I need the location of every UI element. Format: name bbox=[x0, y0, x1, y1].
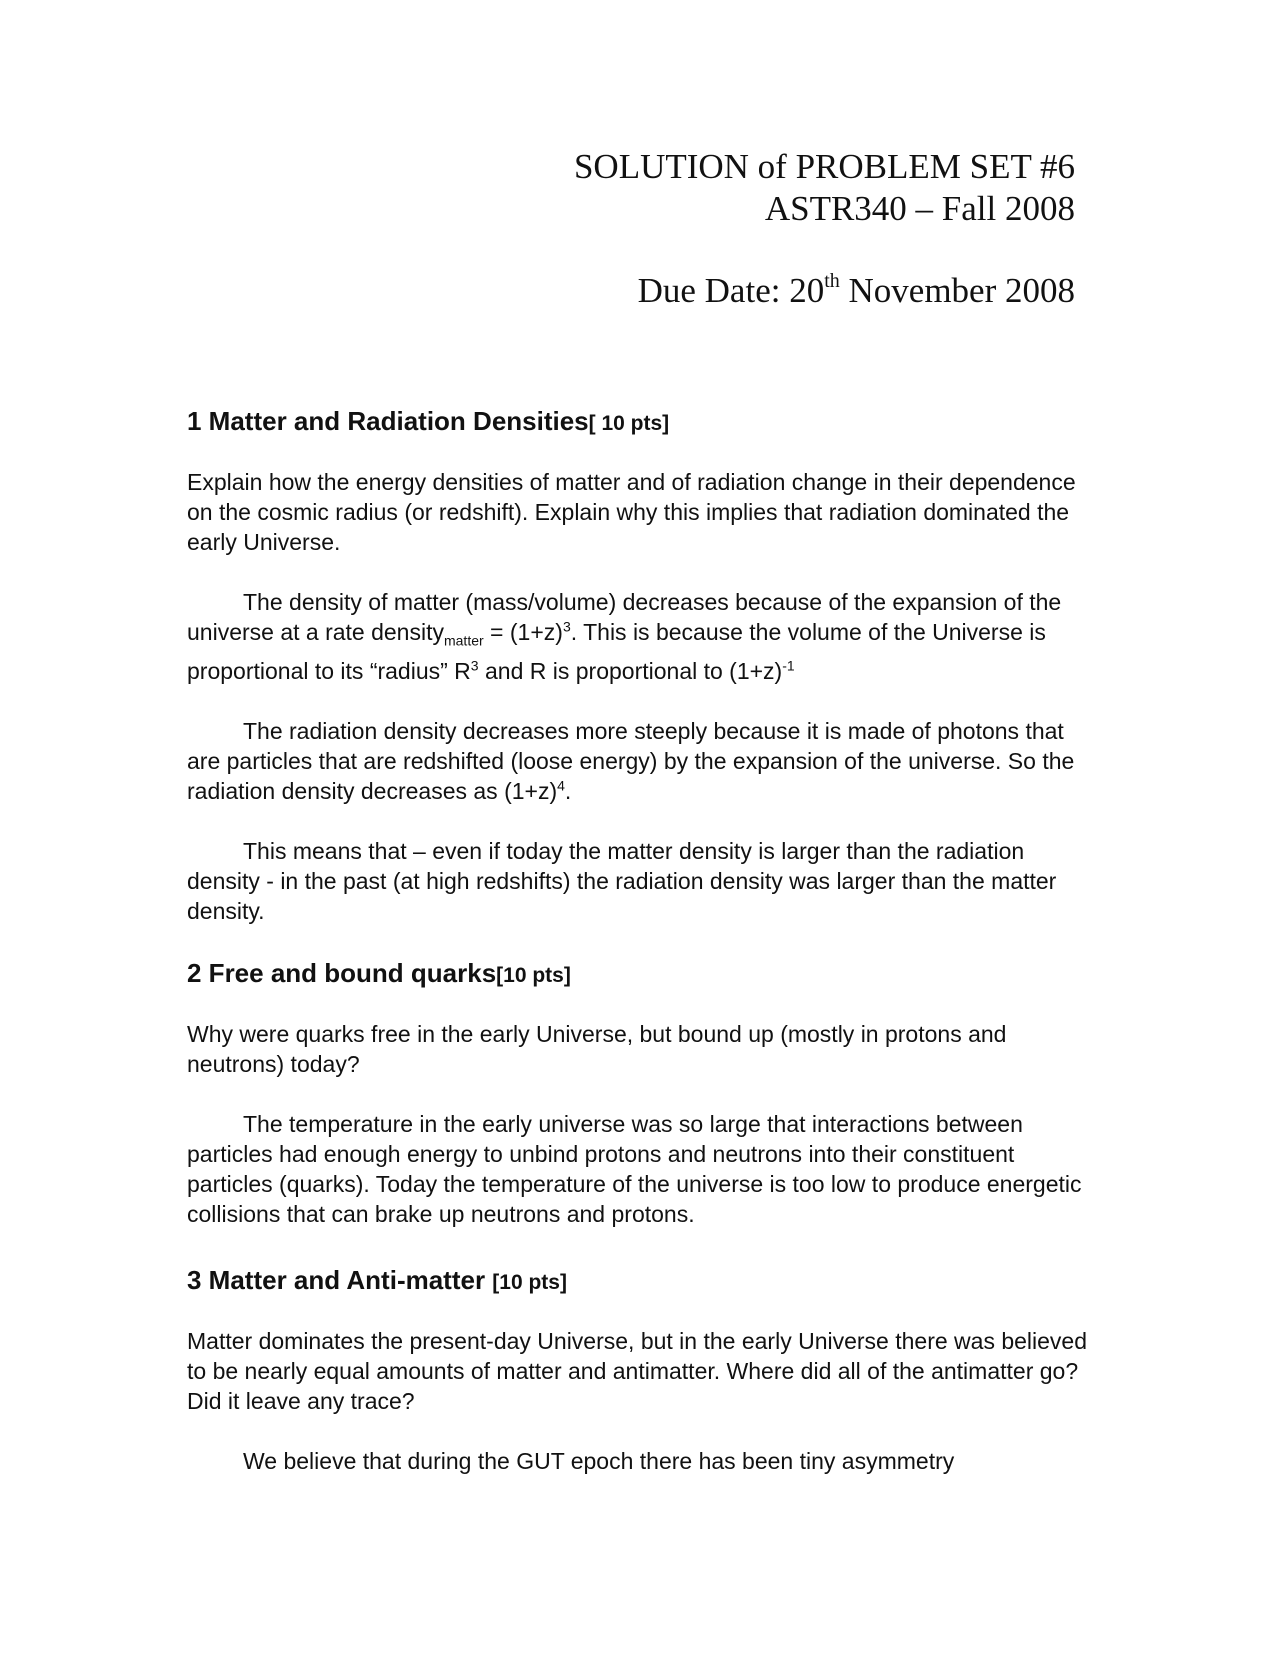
section-3-question: Matter dominates the present-day Universe, but in the early Universe there was believed to be nearly equal amounts of matter and antimatter. Where did all of the antimatter go? Did it leave any trace? bbox=[187, 1327, 1088, 1414]
document-header bbox=[574, 146, 1075, 312]
document-title: SOLUTION of PROBLEM SET #6 bbox=[573, 147, 1075, 186]
section-2-heading: 2 Free and bound quarks[10 pts] bbox=[187, 957, 571, 988]
section-1 bbox=[187, 404, 1087, 926]
section-1-question: Explain how the energy densities of matter and of radiation change in their dependence on the cosmic radius (or redshift). Explain why this implies that radiation dominated the early Universe. bbox=[187, 469, 1076, 555]
section-2-question: Why were quarks free in the early Universe, but bound up (mostly in protons and neutrons) today? bbox=[187, 1020, 1007, 1077]
document-body bbox=[187, 404, 1087, 1476]
section-1-answer-paragraph-2: The radiation density decreases more steeply because it is made of photons that are particles that are redshifted (loose energy) by the expansion of the universe. So the radiation density decreases as $(1+z)^4$. bbox=[187, 717, 1075, 804]
course-line: ASTR340 – Fall 2008 bbox=[764, 189, 1075, 228]
section-2-answer: The temperature in the early universe was so large that interactions between particles had enough energy to unbind protons and neutrons into their constituent particles (quarks). Today the temperature of the universe is too low to produce energetic collisions that can brake up neutrons and protons. bbox=[187, 1110, 1082, 1227]
section-3-heading: 3 Matter and Anti-matter [10 pts] bbox=[187, 1264, 567, 1295]
section-3-points: [10 pts] bbox=[492, 1270, 567, 1294]
due-date: Due Date: 20th November 2008 bbox=[637, 270, 1075, 310]
section-3-answer: We believe that during the GUT epoch there has been tiny asymmetry bbox=[243, 1447, 955, 1474]
section-1-heading: 1 Matter and Radiation Densities[ 10 pts] bbox=[187, 406, 670, 436]
section-2 bbox=[187, 956, 1087, 1229]
section-1-points: [ 10 pts] bbox=[588, 412, 670, 435]
section-3 bbox=[187, 1263, 1087, 1476]
section-2-points: [10 pts] bbox=[496, 963, 571, 987]
section-1-answer-paragraph-3: This means that – even if today the matter density is larger than the radiation density - in the past (at high redshifts) the radiation density was larger than the matter density. bbox=[187, 837, 1057, 924]
section-1-answer-paragraph-1: The density of matter (mass/volume) decreases because of the expansion of the universe at a rate density$_{matter}$ = $(1+z)^3$. This is because the volume of the Universe is proportional to its “radius” $R^3$ and R is proportional to $(1+z)^{-1}$ bbox=[187, 589, 1062, 684]
